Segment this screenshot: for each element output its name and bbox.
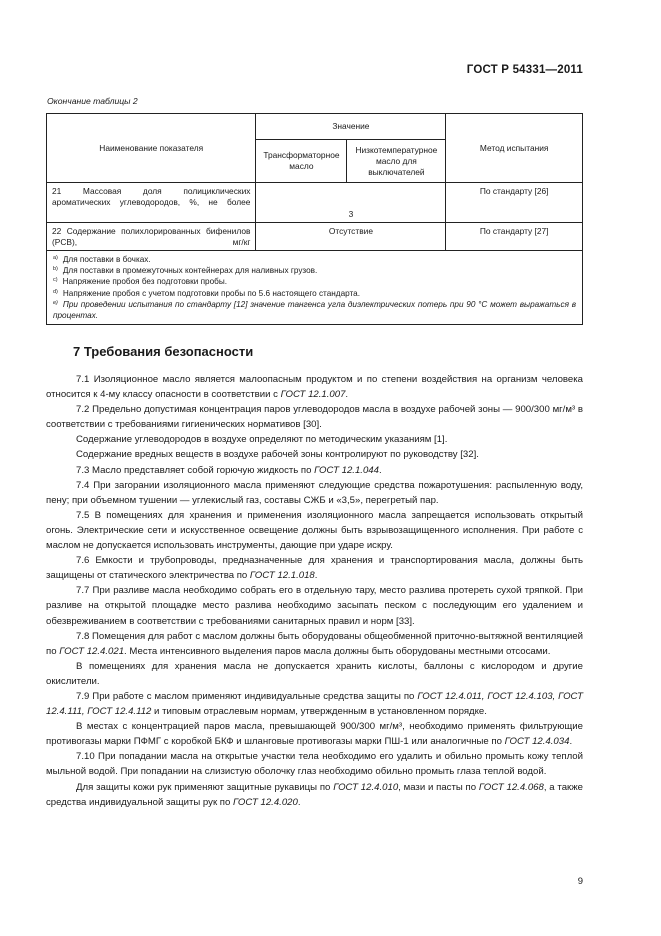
page-number: 9 — [577, 876, 583, 887]
footnote: $^{c)}$ Напряжение пробоя без подготовки пробы. — [53, 277, 227, 287]
header-lowtemp-oil: Низкотемпературное масло для выключателей — [347, 140, 446, 183]
header-value: Значение — [256, 114, 446, 140]
row-value: Отсутствие — [256, 223, 446, 251]
footnote: $^{b)}$ Для поставки в промежуточных контейнерах для наливных грузов. — [53, 266, 318, 276]
indicators-table — [46, 113, 583, 325]
paragraph: 7.7 При разливе масла необходимо собрать его в отдельную тару, место разлива протереть сухой тряпкой. При разливе на открытой площадке место разлива необходимо засыпать песком с последующим его удалением и обезвреживанием в соответствии с требованиями санитарных правил и норм [33]. — [46, 585, 583, 627]
table-row — [47, 183, 583, 223]
row-method: По стандарту [27] — [446, 223, 583, 251]
header-transformer-oil: Трансформаторное масло — [256, 140, 347, 183]
paragraph: 7.3 Масло представляет собой горючую жидкость по ГОСТ 12.1.044. — [76, 464, 382, 476]
section-title: 7 Требования безопасности — [73, 344, 254, 359]
row-method: По стандарту [26] — [446, 183, 583, 223]
paragraph: Содержание вредных веществ в воздухе рабочей зоны контролируют по руководству [32]. — [76, 449, 479, 461]
paragraph: 7.2 Предельно допустимая концентрация паров углеводородов масла в воздухе рабочей зоны — 900/300 мг/м³ в соответствии с требованиями гигиенических нормативов [30]. — [46, 404, 583, 431]
paragraph: 7.5 В помещениях для хранения и применения изоляционного масла запрещается использовать открытый огонь. Электрические сети и искусственное освещение должны быть взрывозащищенного исполнения. При работе с маслом не допускается использовать инструменты, дающие при ударе искру. — [46, 509, 583, 552]
table-caption: Окончание таблицы 2 — [47, 96, 138, 106]
paragraph: 7.10 При попадании масла на открытые участки тела необходимо его удалить и обильно промыть кожу теплой мыльной водой. При попадании на слизистую оболочку глаз необходимо обильно промыть глаза теплой водой. — [46, 751, 583, 778]
paragraph: 7.6 Емкости и трубопроводы, предназначенные для хранения и транспортирования масла, должны быть защищены от статического электричества по ГОСТ 12.1.018. — [46, 555, 583, 582]
row-name: 21 Массовая доля полициклических ароматических углеводородов, %, не более — [47, 183, 256, 223]
paragraph: Для защиты кожи рук применяют защитные рукавицы по ГОСТ 12.4.010, мази и пасты по ГОСТ 12.4.068, а также средства индивидуальной защиты рук по ГОСТ 12.4.020. — [46, 781, 583, 808]
paragraph: В помещениях для хранения масла не допускается хранить кислоты, баллоны с кислородом и другие окислители. — [46, 660, 583, 687]
paragraph: 7.4 При загорании изоляционного масла применяют следующие средства пожаротушения: распыленную воду, пену; при объемном тушении — углекислый газ, составы СЖБ и «3,5», перегретый пар. — [46, 479, 583, 506]
row-name: 22 Содержание полихлорированных бифенилов (PCB), мг/кг — [47, 223, 256, 251]
paragraph: В местах с концентрацией паров масла, превышающей 900/300 мг/м³, необходимо применять фильтрующие противогазы марки ПФМГ с коробкой БКФ и шланговые противогазы марки ПШ-1 или аналогичные по ГОСТ 12.4.034. — [46, 721, 583, 748]
footnote: $^{а)}$ Для поставки в бочках. — [53, 255, 151, 264]
footnote: $^{e)}$ При проведении испытания по стандарту [12] значение тангенса угла диэлектрических потерь при 90 °С может выражаться в процентах. — [53, 299, 576, 321]
paragraph: 7.8 Помещения для работ с маслом должны быть оборудованы общеобменной приточно-вытяжной вентиляцией по ГОСТ 12.4.021. Места интенсивного выделения паров масла должны быть оборудованы местными отсосами. — [46, 630, 583, 657]
header-indicator: Наименование показателя — [47, 114, 256, 183]
row-value: 3 — [256, 183, 446, 223]
paragraph: Содержание углеводородов в воздухе определяют по методическим указаниям [1]. — [76, 434, 448, 446]
table-footnotes — [47, 251, 583, 325]
document-header: ГОСТ Р 54331—2011 — [466, 64, 583, 76]
header-method: Метод испытания — [446, 114, 583, 183]
table-row — [47, 223, 583, 251]
footnote: $^{d)}$ Напряжение пробоя с учетом подготовки пробы по 5.6 настоящего стандарта. — [53, 288, 360, 298]
section-body — [46, 372, 583, 810]
paragraph: 7.1 Изоляционное масло является малоопасным продуктом и по степени воздействия на организм человека относится к 4-му классу опасности в соответствии с ГОСТ 12.1.007. — [46, 374, 583, 401]
paragraph: 7.9 При работе с маслом применяют индивидуальные средства защиты по ГОСТ 12.4.011, ГОСТ 12.4.103, ГОСТ 12.4.111, ГОСТ 12.4.112 и типовым отраслевым нормам, утвержденным в установленном порядке. — [46, 690, 584, 718]
